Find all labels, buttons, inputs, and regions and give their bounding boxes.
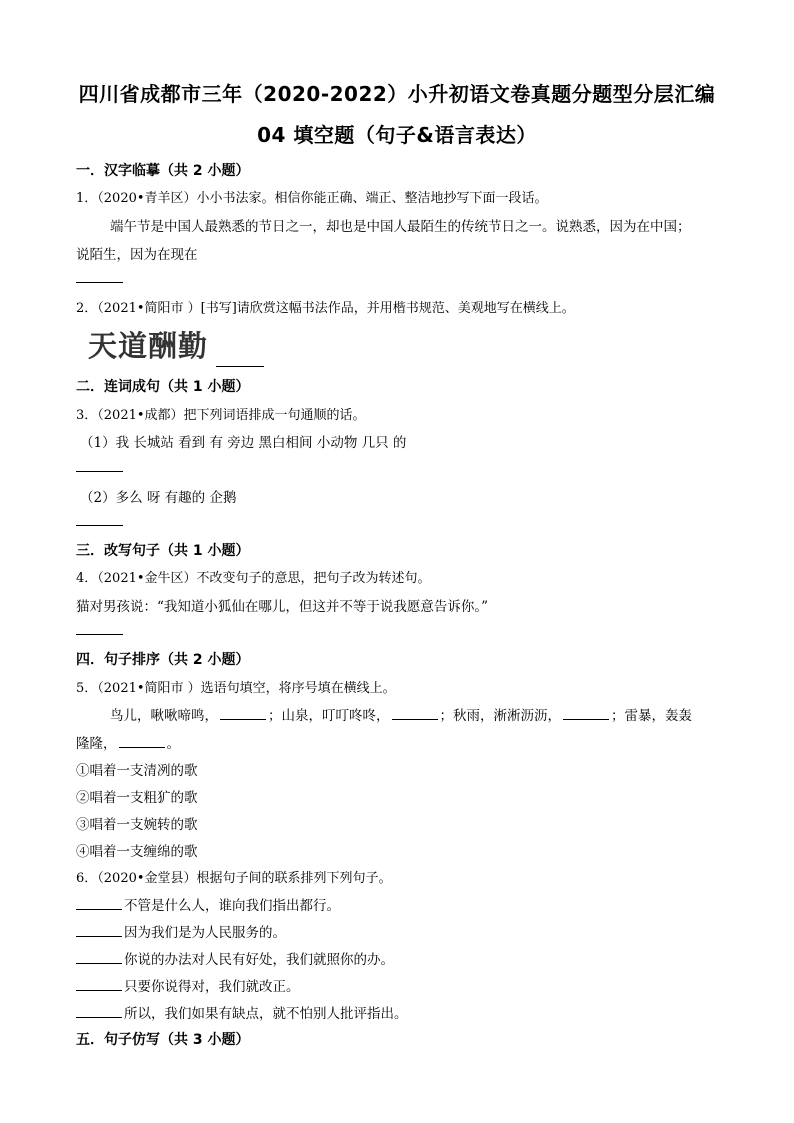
question-3-part-2: （2）多么 呀 有趣的 企鹅 xyxy=(80,490,237,506)
question-5-passage-line-2 xyxy=(76,732,180,752)
section-heading-3: 三．改写句子（共 1 小题） xyxy=(76,543,250,559)
ordering-item-1 xyxy=(76,894,340,914)
ordering-item-text: 你说的办法对人民有好处，我们就照你的办。 xyxy=(124,952,394,968)
section-heading-1: 一．汉字临摹（共 2 小题） xyxy=(76,163,250,179)
question-2-stem: 2．（2021•简阳市 ）[书写]请欣赏这幅书法作品，并用楷书规范、美观地写在横线上。 xyxy=(76,301,575,316)
option-2: ②唱着一支粗犷的歌 xyxy=(76,790,198,806)
passage-segment: ；山泉，叮叮咚咚， xyxy=(268,708,390,724)
document-title: 四川省成都市三年（2020-2022）小升初语文卷真题分题型分层汇编 xyxy=(78,82,716,106)
ordering-item-text: 所以，我们如果有缺点，就不怕别人批评指出。 xyxy=(124,1006,408,1022)
passage-segment: ；雷暴，轰轰 xyxy=(611,708,692,724)
question-4-sentence: 猫对男孩说：“我知道小狐仙在哪儿，但这并不等于说我愿意告诉你。” xyxy=(76,599,489,615)
passage-segment: 。 xyxy=(166,736,180,752)
passage-segment: ；秋雨，淅淅沥沥， xyxy=(439,708,561,724)
section-heading-2: 二．连词成句（共 1 小题） xyxy=(76,379,250,395)
section-heading-4: 四．句子排序（共 2 小题） xyxy=(76,652,250,668)
question-4-stem: 4．（2021•金牛区）不改变句子的意思，把句子改为转述句。 xyxy=(76,571,431,586)
question-3-stem: 3．（2021•成都）把下列词语排成一句通顺的话。 xyxy=(76,408,366,423)
ordering-item-3 xyxy=(76,948,394,968)
question-6-stem: 6．（2020•金堂县）根据句子间的联系排列下列句子。 xyxy=(76,871,392,886)
fill-blank[interactable] xyxy=(76,923,122,937)
question-5-stem: 5．（2021•简阳市 ）选语句填空，将序号填在横线上。 xyxy=(76,681,396,696)
question-3-part-1: （1）我 长城站 看到 有 旁边 黑白相间 小动物 几只 的 xyxy=(80,435,407,451)
fill-blank[interactable] xyxy=(392,706,438,720)
calligraphy-text: 天道酬勤 xyxy=(88,329,209,363)
ordering-item-4 xyxy=(76,975,300,995)
ordering-item-2 xyxy=(76,921,286,941)
question-1-passage-line-1: 端午节是中国人最熟悉的节日之一，却也是中国人最陌生的传统节日之一。说熟悉，因为在中国； xyxy=(110,219,691,235)
question-1-stem: 1．（2020•青羊区）小小书法家。相信你能正确、端正、整洁地抄写下面一段话。 xyxy=(76,191,548,206)
fill-blank[interactable] xyxy=(119,734,165,748)
section-heading-5: 五．句子仿写（共 3 小题） xyxy=(76,1032,250,1048)
passage-segment: 鸟儿，啾啾啼鸣， xyxy=(110,708,218,724)
option-1: ①唱着一支清冽的歌 xyxy=(76,763,198,779)
answer-line[interactable] xyxy=(76,471,123,472)
answer-line[interactable] xyxy=(216,366,264,367)
ordering-item-5 xyxy=(76,1002,408,1022)
question-1-passage-line-2: 说陌生，因为在现在 xyxy=(76,247,198,263)
fill-blank[interactable] xyxy=(76,950,122,964)
fill-blank[interactable] xyxy=(563,706,609,720)
option-3: ③唱着一支婉转的歌 xyxy=(76,817,198,833)
passage-segment: 隆隆， xyxy=(76,736,117,752)
option-4: ④唱着一支缠绵的歌 xyxy=(76,844,198,860)
fill-blank[interactable] xyxy=(220,706,266,720)
ordering-item-text: 因为我们是为人民服务的。 xyxy=(124,925,286,941)
answer-line[interactable] xyxy=(76,282,123,283)
document-subtitle: 04 填空题（句子&语言表达） xyxy=(257,123,537,147)
ordering-item-text: 只要你说得对，我们就改正。 xyxy=(124,979,300,995)
answer-line[interactable] xyxy=(76,634,123,635)
fill-blank[interactable] xyxy=(76,896,122,910)
question-5-passage-line-1 xyxy=(110,704,692,724)
calligraphy-artwork-image xyxy=(86,326,216,366)
fill-blank[interactable] xyxy=(76,1004,122,1018)
answer-line[interactable] xyxy=(76,525,123,526)
fill-blank[interactable] xyxy=(76,977,122,991)
ordering-item-text: 不管是什么人，谁向我们指出都行。 xyxy=(124,898,340,914)
